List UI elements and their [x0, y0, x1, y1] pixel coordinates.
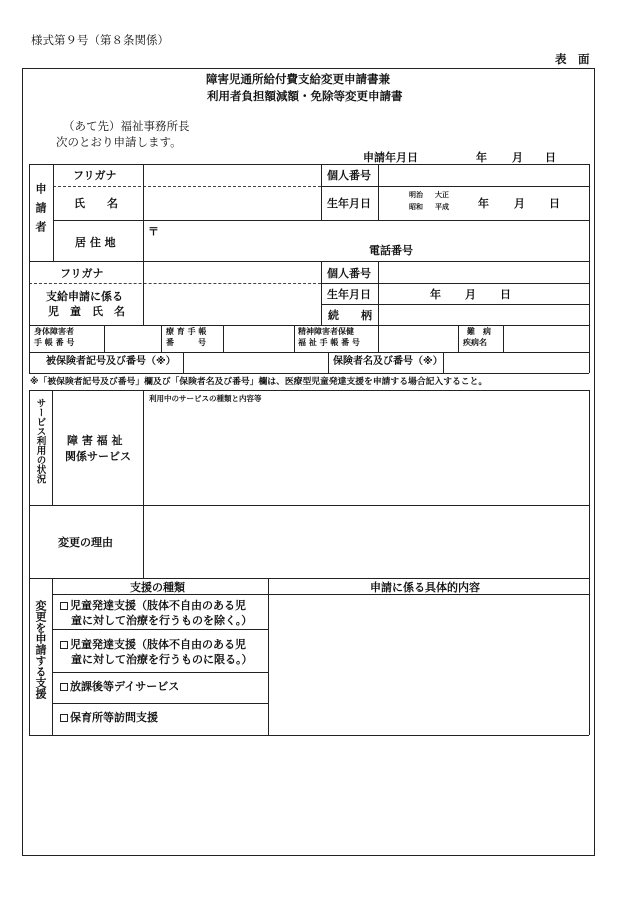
grid-line	[143, 390, 144, 578]
postal-mark: 〒	[148, 225, 159, 238]
child-personal-number-input[interactable]	[379, 262, 588, 282]
statement: 次のとおり申請します。	[56, 135, 182, 149]
grid-line	[328, 352, 329, 373]
grid-line	[29, 735, 589, 736]
applicant-personal-number-label: 個人番号	[327, 169, 371, 182]
title-line-2: 利用者負担額減額・免除等変更申請書	[207, 89, 403, 103]
applicant-personal-number-input[interactable]	[379, 165, 588, 185]
applicant-address-input[interactable]	[160, 222, 320, 238]
grid-line	[589, 390, 590, 578]
child-birth-day: 日	[500, 288, 511, 301]
insurer-label: 保険者名及び番号（※）	[333, 356, 443, 367]
disease-label-1: 難 病	[467, 327, 491, 336]
grid-line	[52, 672, 268, 673]
form-number: 様式第９号（第８条関係）	[31, 33, 169, 47]
child-personal-number-label: 個人番号	[327, 267, 371, 280]
support-option-checkbox[interactable]	[60, 714, 68, 722]
grid-line	[589, 164, 590, 373]
mental-cert-label-1: 精神障害者保健	[298, 327, 354, 336]
child-relation-label: 続 柄	[328, 309, 372, 322]
grid-line	[52, 390, 53, 505]
ryoiku-cert-label-2: 番 号	[166, 338, 206, 347]
support-option-label: 児童発達支援（肢体不自由のある児	[70, 599, 246, 612]
ryoiku-cert-input[interactable]	[224, 326, 293, 351]
applicant-name-input[interactable]	[144, 187, 320, 219]
grid-line	[29, 164, 30, 373]
phone-input[interactable]	[420, 240, 586, 258]
grid-line	[458, 325, 459, 352]
physical-cert-label-2: 手 帳 番 号	[34, 338, 75, 347]
child-birthdate-label: 生年月日	[327, 288, 371, 301]
support-option-checkbox[interactable]	[60, 641, 68, 649]
era-showa: 昭和	[409, 203, 423, 211]
grid-line	[52, 629, 268, 630]
grid-line	[53, 220, 589, 221]
child-name-input[interactable]	[144, 285, 320, 323]
grid-line	[321, 186, 589, 187]
child-name-label-1: 支給申請に係る	[46, 290, 123, 303]
service-content-header: 利用中のサービスの種類と内容等	[149, 394, 262, 403]
applicant-address-label: 居 住 地	[75, 236, 116, 249]
applicant-name-label: 氏 名	[74, 197, 118, 210]
grid-line	[321, 283, 589, 284]
child-furigana-input[interactable]	[144, 262, 320, 282]
title-line-1: 障害児通所給付費支給変更申請書兼	[206, 72, 390, 86]
grid-line	[53, 164, 54, 261]
disease-input[interactable]	[504, 326, 588, 351]
grid-line	[29, 578, 589, 579]
grid-line	[29, 373, 589, 374]
era-taisho: 大正	[435, 191, 449, 199]
support-option-label: 童に対して治療を行うものに限る。）	[71, 653, 253, 666]
grid-line	[589, 578, 590, 735]
applicant-birthdate-label: 生年月日	[327, 197, 371, 210]
grid-line	[52, 594, 589, 595]
phone-label: 電話番号	[369, 244, 413, 257]
grid-line	[321, 261, 322, 325]
service-usage-section-label: サービス利用の状況	[34, 398, 46, 484]
child-name-label-2: 児 童 氏 名	[48, 305, 125, 318]
insured-label: 被保険者記号及び番号（※）	[46, 356, 176, 367]
application-year: 年	[476, 151, 487, 164]
applicant-birth-month: 月	[514, 197, 525, 210]
applicant-birth-year: 年	[478, 197, 489, 210]
applicant-section-label: 申請者	[34, 183, 47, 240]
disease-label-2: 疾病名	[463, 338, 487, 347]
applicant-birth-day: 日	[549, 197, 560, 210]
physical-cert-label-1: 身体障害者	[34, 327, 74, 336]
support-option-label: 保育所等訪問支援	[70, 711, 158, 724]
mental-cert-input[interactable]	[379, 326, 457, 351]
child-furigana-label: フリガナ	[60, 267, 104, 280]
insurance-note: ※「被保険者記号及び番号」欄及び「保険者名及び番号」欄は、医療型児童発達支援を申請する場合記入すること。	[30, 377, 488, 387]
grid-line	[161, 325, 162, 352]
insurer-input[interactable]	[444, 353, 588, 372]
change-reason-input[interactable]	[145, 507, 587, 576]
grid-line	[29, 578, 30, 735]
support-option-label: 童に対して治療を行うものを除く。）	[71, 614, 253, 627]
grid-line	[268, 578, 269, 735]
support-details-header: 申請に係る具体的内容	[370, 581, 480, 594]
grid-line	[29, 390, 589, 391]
child-relation-input[interactable]	[379, 305, 588, 324]
era-meiji: 明治	[409, 191, 423, 199]
support-change-section-label: 変更を申請する支援	[34, 600, 47, 699]
ryoiku-cert-label-1: 療 育 手 帳	[166, 327, 207, 336]
support-type-header: 支援の種類	[130, 581, 185, 594]
mental-cert-label-2: 福 祉 手 帳 番 号	[298, 338, 360, 347]
applicant-furigana-input[interactable]	[144, 165, 320, 185]
support-option-label: 放課後等デイサービス	[70, 680, 180, 693]
grid-line	[29, 283, 321, 284]
support-option-checkbox[interactable]	[60, 683, 68, 691]
applicant-furigana-label: フリガナ	[73, 169, 117, 182]
grid-line	[321, 164, 322, 220]
recipient: （あて先）福祉事務所長	[63, 119, 190, 133]
change-reason-label: 変更の理由	[58, 536, 113, 549]
child-birth-month: 月	[465, 288, 476, 301]
grid-line	[29, 505, 589, 506]
insured-input[interactable]	[184, 353, 327, 372]
child-birth-year: 年	[430, 288, 441, 301]
side-label: 表 面	[555, 52, 590, 66]
grid-line	[29, 390, 30, 578]
application-month: 月	[512, 151, 523, 164]
era-heisei: 平成	[435, 203, 449, 211]
service-label-2: 関係サービス	[65, 450, 131, 463]
service-content-input[interactable]	[145, 406, 587, 503]
physical-cert-input[interactable]	[105, 326, 160, 351]
application-day: 日	[545, 151, 556, 164]
grid-line	[52, 703, 268, 704]
service-label-1: 障 害 福 祉	[67, 434, 123, 447]
grid-line	[52, 578, 53, 735]
grid-line	[294, 325, 295, 352]
support-option-checkbox[interactable]	[60, 602, 68, 610]
support-option-label: 児童発達支援（肢体不自由のある児	[70, 638, 246, 651]
application-date-label: 申請年月日	[363, 151, 418, 164]
support-details-input[interactable]	[270, 596, 587, 733]
